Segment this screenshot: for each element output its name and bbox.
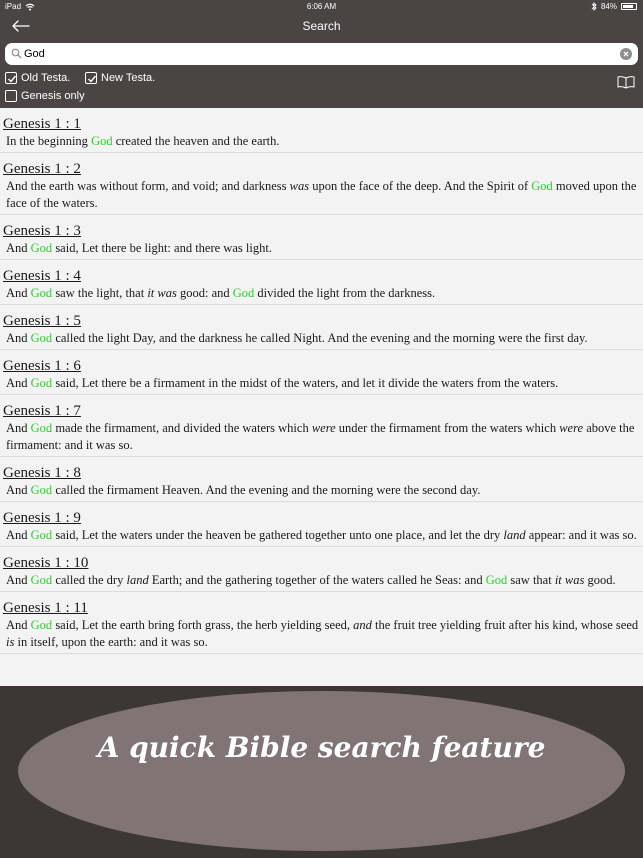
search-match-highlight: God (30, 618, 53, 632)
text-segment: above the firmament: and it was so. (6, 421, 635, 452)
list-item[interactable] (0, 305, 643, 350)
search-match-highlight: God (30, 528, 53, 542)
device-name: iPad (5, 2, 22, 11)
search-match-highlight: God (30, 331, 53, 345)
list-item[interactable] (0, 260, 643, 305)
text-segment: called the dry (52, 573, 127, 587)
battery-percent: 84% (600, 2, 617, 11)
italic-text: it was (554, 573, 585, 587)
clear-search-button[interactable] (620, 48, 632, 60)
italic-text: were (559, 421, 584, 435)
text-segment: created the heaven and the earth. (112, 134, 280, 148)
search-match-highlight: God (531, 179, 553, 193)
text-segment: said, Let there be light: and there was light. (52, 241, 272, 255)
search-box (5, 43, 638, 65)
checkbox-checked-icon (85, 72, 97, 84)
italic-text: and (353, 618, 372, 632)
text-segment: And (6, 331, 31, 345)
status-right (591, 2, 637, 11)
text-segment: appear: and it was so. (525, 528, 637, 542)
search-input[interactable] (24, 45, 614, 63)
text-segment: And (6, 528, 31, 542)
checkbox-unchecked-icon (5, 90, 17, 102)
verse-text (3, 482, 643, 499)
verse-reference-link[interactable]: Genesis 1 : 9 (3, 510, 81, 526)
results-list[interactable] (0, 108, 643, 686)
search-match-highlight: God (30, 241, 53, 255)
verse-reference-link[interactable]: Genesis 1 : 4 (3, 268, 81, 284)
new-testament-checkbox[interactable] (85, 72, 155, 84)
verse-text (3, 375, 643, 392)
text-segment: under the firmament from the waters which (335, 421, 560, 435)
search-match-highlight: God (30, 573, 53, 587)
nav-bar (0, 13, 643, 40)
verse-reference-link[interactable]: Genesis 1 : 5 (3, 313, 81, 329)
text-segment: divided the light from the darkness. (254, 286, 436, 300)
verse-text (3, 178, 643, 212)
search-match-highlight: God (30, 376, 53, 390)
verse-reference-link[interactable]: Genesis 1 : 2 (3, 161, 81, 177)
text-segment: And (6, 483, 31, 497)
text-segment: saw the light, that (52, 286, 148, 300)
search-match-highlight: God (91, 134, 113, 148)
verse-text (3, 572, 643, 589)
list-item[interactable] (0, 215, 643, 260)
search-panel (0, 40, 643, 108)
checkbox-checked-icon (5, 72, 17, 84)
italic-text: is (6, 635, 15, 649)
text-segment: And (6, 286, 31, 300)
text-segment: said, Let there be a firmament in the midst of the waters, and let it divide the waters from the waters. (52, 376, 559, 390)
text-segment: called the firmament Heaven. And the evening and the morning were the second day. (52, 483, 481, 497)
text-segment: In the beginning (6, 134, 92, 148)
battery-icon (621, 3, 637, 10)
text-segment: in itself, upon the earth: and it was so. (14, 635, 208, 649)
list-item[interactable] (0, 395, 643, 457)
verse-text (3, 285, 643, 302)
text-segment: made the firmament, and divided the waters which (52, 421, 312, 435)
text-segment: moved upon the face of the waters. (6, 179, 637, 210)
verse-text (3, 527, 643, 544)
verse-reference-link[interactable]: Genesis 1 : 1 (3, 116, 81, 132)
search-match-highlight: God (232, 286, 255, 300)
search-match-highlight: God (485, 573, 508, 587)
italic-text: was (289, 179, 310, 193)
list-item[interactable] (0, 350, 643, 395)
list-item[interactable] (0, 502, 643, 547)
verse-reference-link[interactable]: Genesis 1 : 6 (3, 358, 81, 374)
verse-reference-link[interactable]: Genesis 1 : 8 (3, 465, 81, 481)
verse-reference-link[interactable]: Genesis 1 : 3 (3, 223, 81, 239)
italic-text: land (126, 573, 149, 587)
search-match-highlight: God (30, 286, 53, 300)
search-icon (11, 48, 22, 59)
text-segment: upon the face of the deep. And the Spirit of (309, 179, 532, 193)
list-item[interactable] (0, 457, 643, 502)
list-item[interactable] (0, 108, 643, 153)
old-testament-label: Old Testa. (21, 72, 71, 84)
text-segment: good. (584, 573, 616, 587)
status-time: 6:06 AM (306, 2, 337, 11)
italic-text: were (311, 421, 336, 435)
text-segment: And the earth was without form, and void; and darkness (6, 179, 290, 193)
text-segment: said, Let the waters under the heaven be gathered together unto one place, and let the dry (52, 528, 504, 542)
genesis-only-checkbox[interactable] (5, 90, 85, 102)
book-icon[interactable] (617, 75, 635, 89)
list-item[interactable] (0, 153, 643, 215)
new-testament-label: New Testa. (101, 72, 156, 84)
status-bar (0, 0, 643, 13)
text-segment: the fruit tree yielding fruit after his kind, whose seed (371, 618, 639, 632)
search-match-highlight: God (30, 421, 53, 435)
verse-reference-link[interactable]: Genesis 1 : 11 (3, 600, 88, 616)
verse-text (3, 133, 643, 150)
page-title: Search (302, 19, 341, 33)
text-segment: And (6, 376, 31, 390)
clear-icon (620, 48, 632, 60)
bluetooth-icon (591, 2, 597, 11)
text-segment: good: and (176, 286, 233, 300)
verse-text (3, 330, 643, 347)
text-segment: called the light Day, and the darkness he called Night. And the evening and the morning were the first day. (52, 331, 588, 345)
banner-caption: A quick Bible search feature (97, 731, 546, 764)
verse-reference-link[interactable]: Genesis 1 : 10 (3, 555, 89, 571)
verse-reference-link[interactable]: Genesis 1 : 7 (3, 403, 81, 419)
text-segment: And (6, 241, 31, 255)
search-match-highlight: God (30, 483, 53, 497)
text-segment: said, Let the earth bring forth grass, the herb yielding seed, (52, 618, 354, 632)
verse-text (3, 240, 643, 257)
italic-text: it was (147, 286, 177, 300)
text-segment: Earth; and the gathering together of the waters called he Seas: and (148, 573, 486, 587)
list-item[interactable] (0, 592, 643, 654)
genesis-only-label: Genesis only (21, 90, 85, 102)
verse-text (3, 420, 643, 454)
italic-text: land (503, 528, 526, 542)
list-item[interactable] (0, 547, 643, 592)
verse-text (3, 617, 643, 651)
old-testament-checkbox[interactable] (5, 72, 70, 84)
promo-banner (18, 691, 625, 851)
text-segment: And (6, 421, 31, 435)
text-segment: And (6, 618, 31, 632)
text-segment: saw that (507, 573, 555, 587)
text-segment: And (6, 573, 31, 587)
